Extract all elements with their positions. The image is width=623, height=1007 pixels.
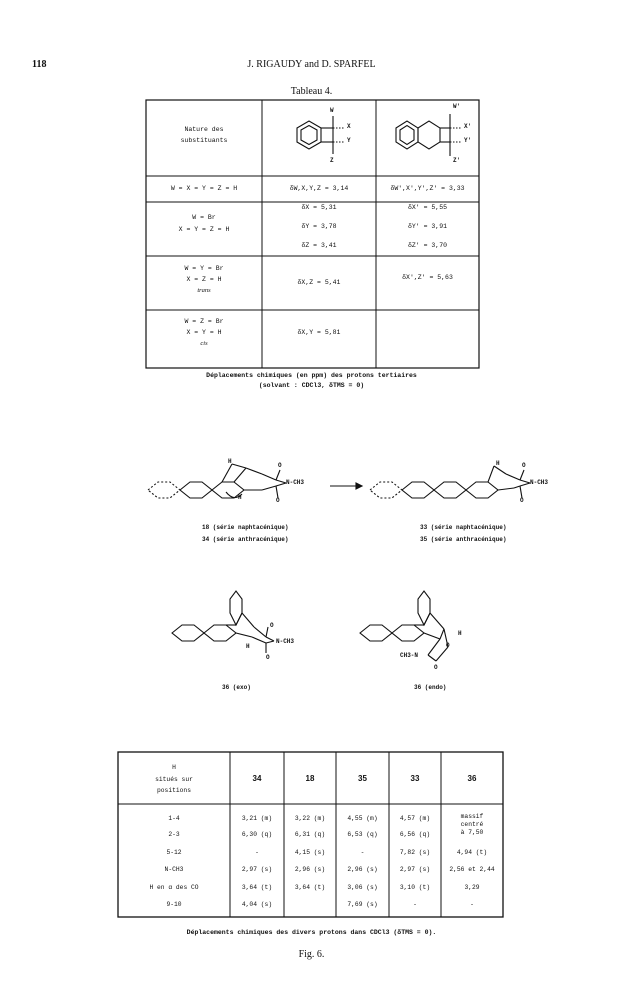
table4-row3-subst-1: W = Y = Br — [184, 265, 224, 272]
table6-cell: massif centré à 7,50 — [460, 813, 484, 836]
table4-row4-subst-2: X = Y = H — [186, 329, 222, 336]
table4-row3-subst-3: trans — [197, 287, 211, 294]
table4-caption-2: (solvant : CDCl3, δTMS = 0) — [258, 382, 365, 389]
table6-cell: 6,30 (q) — [241, 831, 273, 838]
table6-header-positions: H situés sur positions — [155, 764, 193, 794]
scheme-right-h: H — [496, 460, 500, 467]
scheme-left-substituent: N-CH3 — [286, 479, 305, 486]
scheme-left-label-1: 18 (série naphtacénique) — [202, 524, 289, 531]
endo-o-top: O — [446, 642, 450, 649]
scheme-right-label-1: 33 (série naphtacénique) — [420, 524, 507, 531]
table4-row3-c1: δX,Z = 5,41 — [297, 279, 341, 286]
table4-row2-subst-1: W = Br — [192, 214, 216, 221]
table4-row2-c1-2: δY = 3,78 — [301, 223, 337, 230]
table6-cell: 4,94 (t) — [456, 849, 488, 856]
table6-cell: 5-12 — [166, 849, 182, 856]
scheme-right-label-2: 35 (série anthracénique) — [420, 536, 507, 543]
table6-cell: - — [255, 849, 259, 856]
figure-title: Fig. 6. — [298, 949, 325, 960]
table6-cell: 3,06 (s) — [347, 884, 378, 891]
table6-header-18: 18 — [305, 774, 315, 783]
table6-caption: Déplacements chimiques des divers protons dans CDCl3 (δTMS = 0). — [186, 929, 437, 936]
table4-title: Tableau 4. — [290, 86, 333, 97]
page-number: 118 — [32, 59, 47, 70]
scheme-left-h-bottom: H — [238, 494, 242, 501]
exo-o-bottom: O — [266, 654, 270, 661]
exo-label: 36 (exo) — [222, 684, 251, 691]
table6-cell: - — [360, 849, 365, 856]
table6-cell: 9-10 — [166, 901, 182, 908]
struct1-label-x: X — [347, 123, 351, 130]
table4-row1-c1: δW,X,Y,Z = 3,14 — [289, 185, 349, 192]
table6-cell: 7,69 (s) — [347, 901, 378, 908]
table4-row3-c2: δX',Z' = 5,63 — [402, 274, 453, 281]
table6-cell: 3,64 (t) — [241, 884, 273, 891]
table4-row2-c2-2: δY' = 3,91 — [407, 223, 447, 230]
table6-cell: N-CH3 — [164, 866, 184, 873]
struct2-label-y: Y' — [464, 137, 472, 144]
table4-row1-c2: δW',X',Y',Z' = 3,33 — [390, 185, 465, 192]
table4-row4-subst-1: W = Z = Br — [184, 318, 224, 325]
scheme-right-o-top: O — [522, 462, 526, 469]
table4-row2-c1-1: δX = 5,31 — [301, 204, 337, 211]
table6-cell: 6,53 (q) — [347, 831, 378, 838]
struct1-label-z: Z — [330, 157, 334, 164]
table6-cell: 3,64 (t) — [294, 884, 326, 891]
struct1-label-w: W — [330, 107, 334, 114]
table6-cell: 4,57 (m) — [399, 815, 431, 822]
table6-cell: 3,29 — [464, 884, 480, 891]
scheme-right-o-bottom: O — [520, 497, 524, 504]
table4-row1-subst: W = X = Y = Z = H — [170, 185, 238, 192]
table6-header-35: 35 — [358, 774, 367, 783]
table6-cell: 2-3 — [168, 831, 180, 838]
table6-cell: 2,97 (s) — [241, 866, 273, 873]
table4-row3-subst-2: X = Z = H — [186, 276, 222, 283]
struct2-label-x: X' — [464, 123, 472, 130]
exo-substituent: N-CH3 — [276, 638, 295, 645]
table6-header-33: 33 — [410, 774, 420, 783]
table6-cell: 6,31 (q) — [294, 831, 326, 838]
table4-head-label-1: Nature des — [184, 126, 224, 133]
table6-cell: 4,55 (m) — [347, 815, 378, 822]
table6-cell: 3,22 (m) — [294, 815, 326, 822]
endo-substituent: CH3-N — [400, 652, 419, 659]
table4-row2-subst-2: X = Y = Z = H — [178, 226, 230, 233]
table4-row4-subst-3: cis — [200, 340, 208, 347]
table6-cell: 2,96 (s) — [347, 866, 378, 873]
table6-cell: 6,56 (q) — [399, 831, 431, 838]
table4-row2-c1-3: δZ = 3,41 — [301, 242, 337, 249]
scheme-left-label-2: 34 (série anthracénique) — [202, 536, 289, 543]
table4-caption-1: Déplacements chimiques (en ppm) des protons tertiaires — [206, 372, 417, 379]
table6-cell: 3,21 (m) — [241, 815, 273, 822]
endo-label: 36 (endo) — [414, 684, 447, 691]
table6-cell: 7,82 (s) — [399, 849, 431, 856]
table4-row2-c2-3: δZ' = 3,70 — [407, 242, 447, 249]
table6-header-34: 34 — [252, 774, 262, 783]
table6-cell: 3,10 (t) — [399, 884, 431, 891]
table4-head-label-2: substituants — [180, 137, 228, 144]
table4-row4-c1: δX,Y = 5,81 — [297, 329, 341, 336]
table6-cell: 4,15 (s) — [294, 849, 326, 856]
table6-cell: - — [470, 901, 474, 908]
struct2-label-z: Z' — [453, 157, 461, 164]
table6-cell: 2,96 (s) — [294, 866, 326, 873]
endo-o-bottom: O — [434, 664, 438, 671]
scheme-right-substituent: N-CH3 — [530, 479, 549, 486]
struct1-label-y: Y — [347, 137, 351, 144]
exo-o-top: O — [270, 622, 274, 629]
table6-cell: 2,56 et 2,44 — [449, 866, 495, 873]
exo-h: H — [246, 643, 250, 650]
table4-row2-c2-1: δX' = 5,55 — [407, 204, 447, 211]
running-header: J. RIGAUDY and D. SPARFEL — [247, 59, 376, 70]
table6-cell: - — [413, 901, 417, 908]
table6-header-36: 36 — [467, 774, 477, 783]
table6-cell: 4,04 (s) — [241, 901, 273, 908]
table6-cell: 2,97 (s) — [399, 866, 431, 873]
endo-h: H — [458, 630, 462, 637]
struct2-label-w: W' — [453, 103, 461, 110]
table6-cell: 1-4 — [168, 815, 180, 822]
scheme-left-h-top: H — [228, 458, 232, 465]
table6-cell: H en α des CO — [149, 884, 199, 891]
scheme-left-o-top: O — [278, 462, 282, 469]
scheme-left-o-bottom: O — [276, 497, 280, 504]
